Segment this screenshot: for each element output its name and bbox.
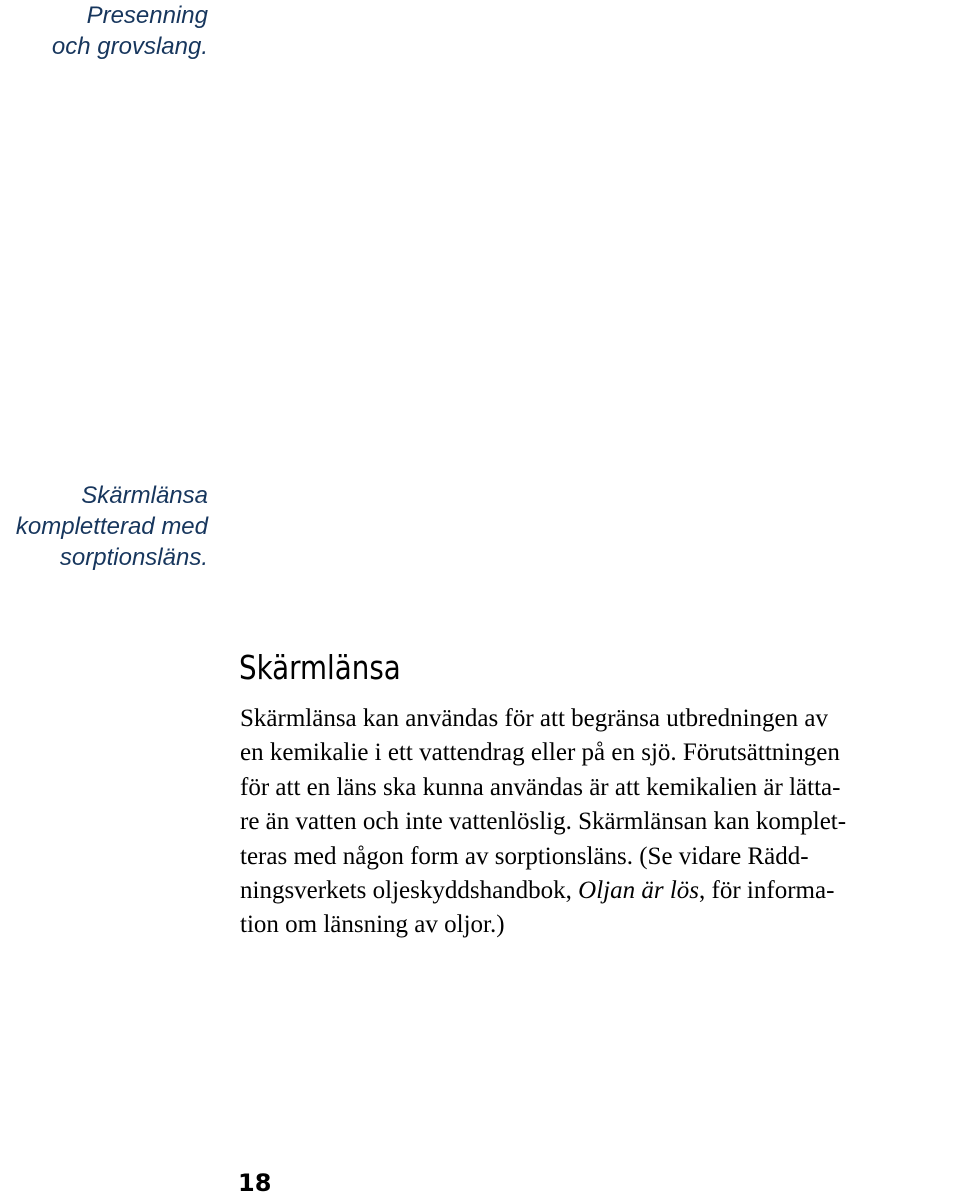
section-heading: Skärmlänsa xyxy=(239,648,401,687)
caption-line: kompletterad med xyxy=(15,513,208,540)
photo-caption-tarpaulin xyxy=(52,0,208,62)
page-number: 18 xyxy=(238,1169,272,1197)
body-line xyxy=(240,874,960,908)
body-line: tion om länsning av oljor.) xyxy=(240,911,505,939)
caption-line: sorptionsläns. xyxy=(59,544,208,571)
book-title: Oljan är lös xyxy=(578,877,700,905)
body-line: en kemikalie i ett vattendrag eller på en sjö. Förutsättningen xyxy=(240,739,840,767)
body-line: för att en läns ska kunna användas är att kemikalien är lätta- xyxy=(240,773,841,801)
section-body xyxy=(240,702,960,943)
body-text-segment: , för informa- xyxy=(699,877,835,905)
caption-line: och grovslang. xyxy=(51,33,208,60)
body-line: re än vatten och inte vattenlöslig. Skärmlänsan kan komplet- xyxy=(240,808,847,836)
body-text-segment: ningsverkets oljeskyddshandbok, xyxy=(240,877,579,905)
caption-line: Presenning xyxy=(86,2,208,29)
caption-line: Skärmlänsa xyxy=(81,482,208,509)
body-line: Skärmlänsa kan användas för att begränsa utbredningen av xyxy=(240,705,828,732)
body-line: teras med någon form av sorptionsläns. (Se vidare Rädd- xyxy=(240,842,809,870)
photo-caption-screen-boom xyxy=(16,480,208,573)
